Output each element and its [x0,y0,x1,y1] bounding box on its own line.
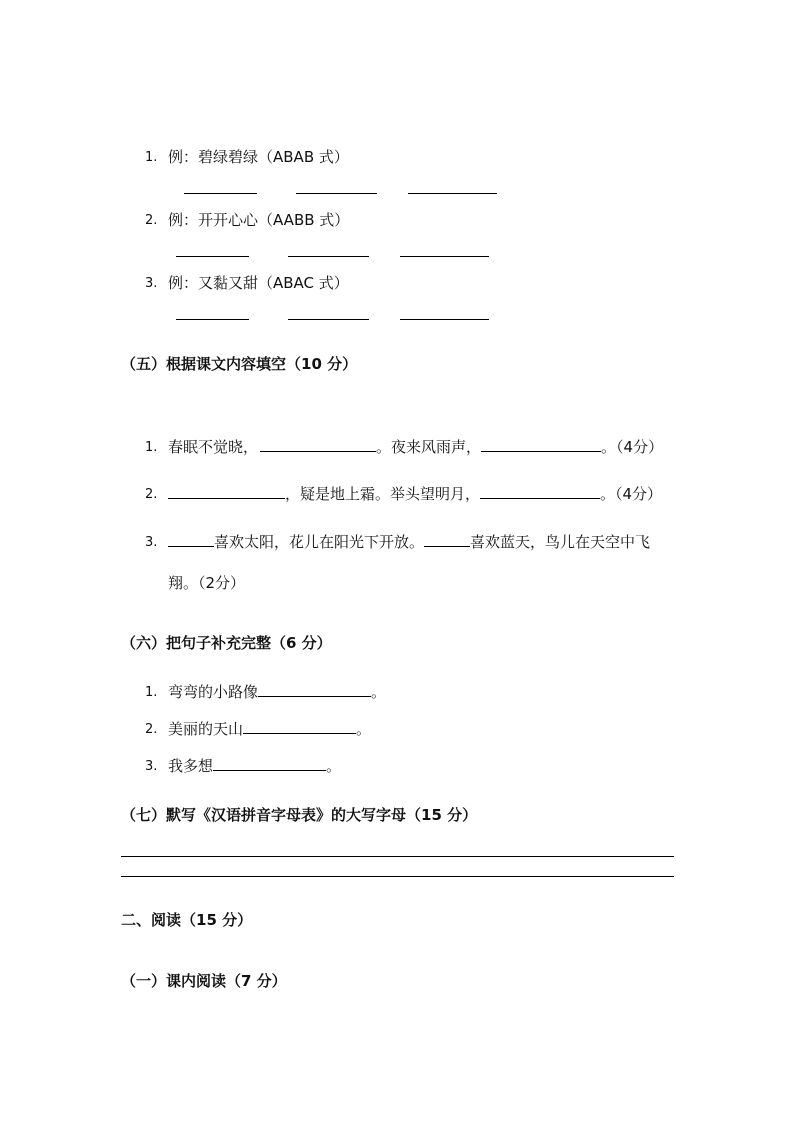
answer-blank[interactable] [176,256,249,257]
question-text: 。 [371,683,387,701]
score-text: 。（4分） [601,438,664,456]
question-line [168,681,386,702]
answer-blank[interactable] [288,319,369,320]
answer-blank[interactable] [258,681,371,697]
answer-blank[interactable] [481,436,601,452]
writing-line[interactable] [121,856,674,857]
answer-blank[interactable] [168,531,214,547]
section-title: （五）根据课文内容填空（10 分） [121,355,358,373]
writing-line[interactable] [121,876,674,877]
item-number: 3. [145,535,158,550]
question-text: 美丽的天山 [168,720,244,738]
example-text: 例：碧绿碧绿（ABAB 式） [168,148,349,166]
answer-blank[interactable] [408,193,497,194]
question-line [168,483,662,504]
item-number: 1. [145,685,158,700]
answer-blank[interactable] [480,483,600,499]
section-title: （六）把句子补充完整（6 分） [121,634,332,652]
answer-blank[interactable] [176,319,249,320]
answer-blank[interactable] [288,256,369,257]
item-number: 3. [145,276,158,291]
question-text: 喜欢太阳，花儿在阳光下开放。 [214,533,425,551]
item-number: 1. [145,150,158,165]
question-line [168,755,341,776]
answer-blank[interactable] [424,531,470,547]
answer-blank[interactable] [243,718,356,734]
answer-blank[interactable] [400,256,489,257]
example-text: 例：又黏又甜（ABAC 式） [168,274,349,292]
question-text: ，疑是地上霜。举头望明月， [285,485,481,503]
question-text: 。 [326,757,342,775]
answer-blank[interactable] [168,483,285,499]
part-title: 二、阅读（15 分） [121,911,253,929]
question-line [168,436,663,457]
answer-blank[interactable] [400,319,489,320]
question-text: 喜欢蓝天，鸟儿在天空中飞 [470,533,651,551]
item-number: 3. [145,759,158,774]
answer-blank[interactable] [260,436,376,452]
question-text: 。夜来风雨声， [376,438,482,456]
score-text: 。（4分） [600,485,663,503]
example-text: 例：开开心心（AABB 式） [168,211,350,229]
question-text: 弯弯的小路像 [168,683,259,701]
item-number: 2. [145,213,158,228]
question-text: 春眠不觉晓， [168,438,259,456]
section-title: （七）默写《汉语拼音字母表》的大写字母（15 分） [121,806,478,824]
item-number: 1. [145,440,158,455]
answer-blank[interactable] [296,193,377,194]
item-number: 2. [145,722,158,737]
question-text: 。 [356,720,372,738]
question-line [168,718,371,739]
question-text: 我多想 [168,757,214,775]
answer-blank[interactable] [184,193,257,194]
question-line [168,531,674,552]
question-text: 翔。（2分） [168,574,246,592]
section-title: （一）课内阅读（7 分） [121,972,287,990]
answer-blank[interactable] [213,755,326,771]
item-number: 2. [145,487,158,502]
